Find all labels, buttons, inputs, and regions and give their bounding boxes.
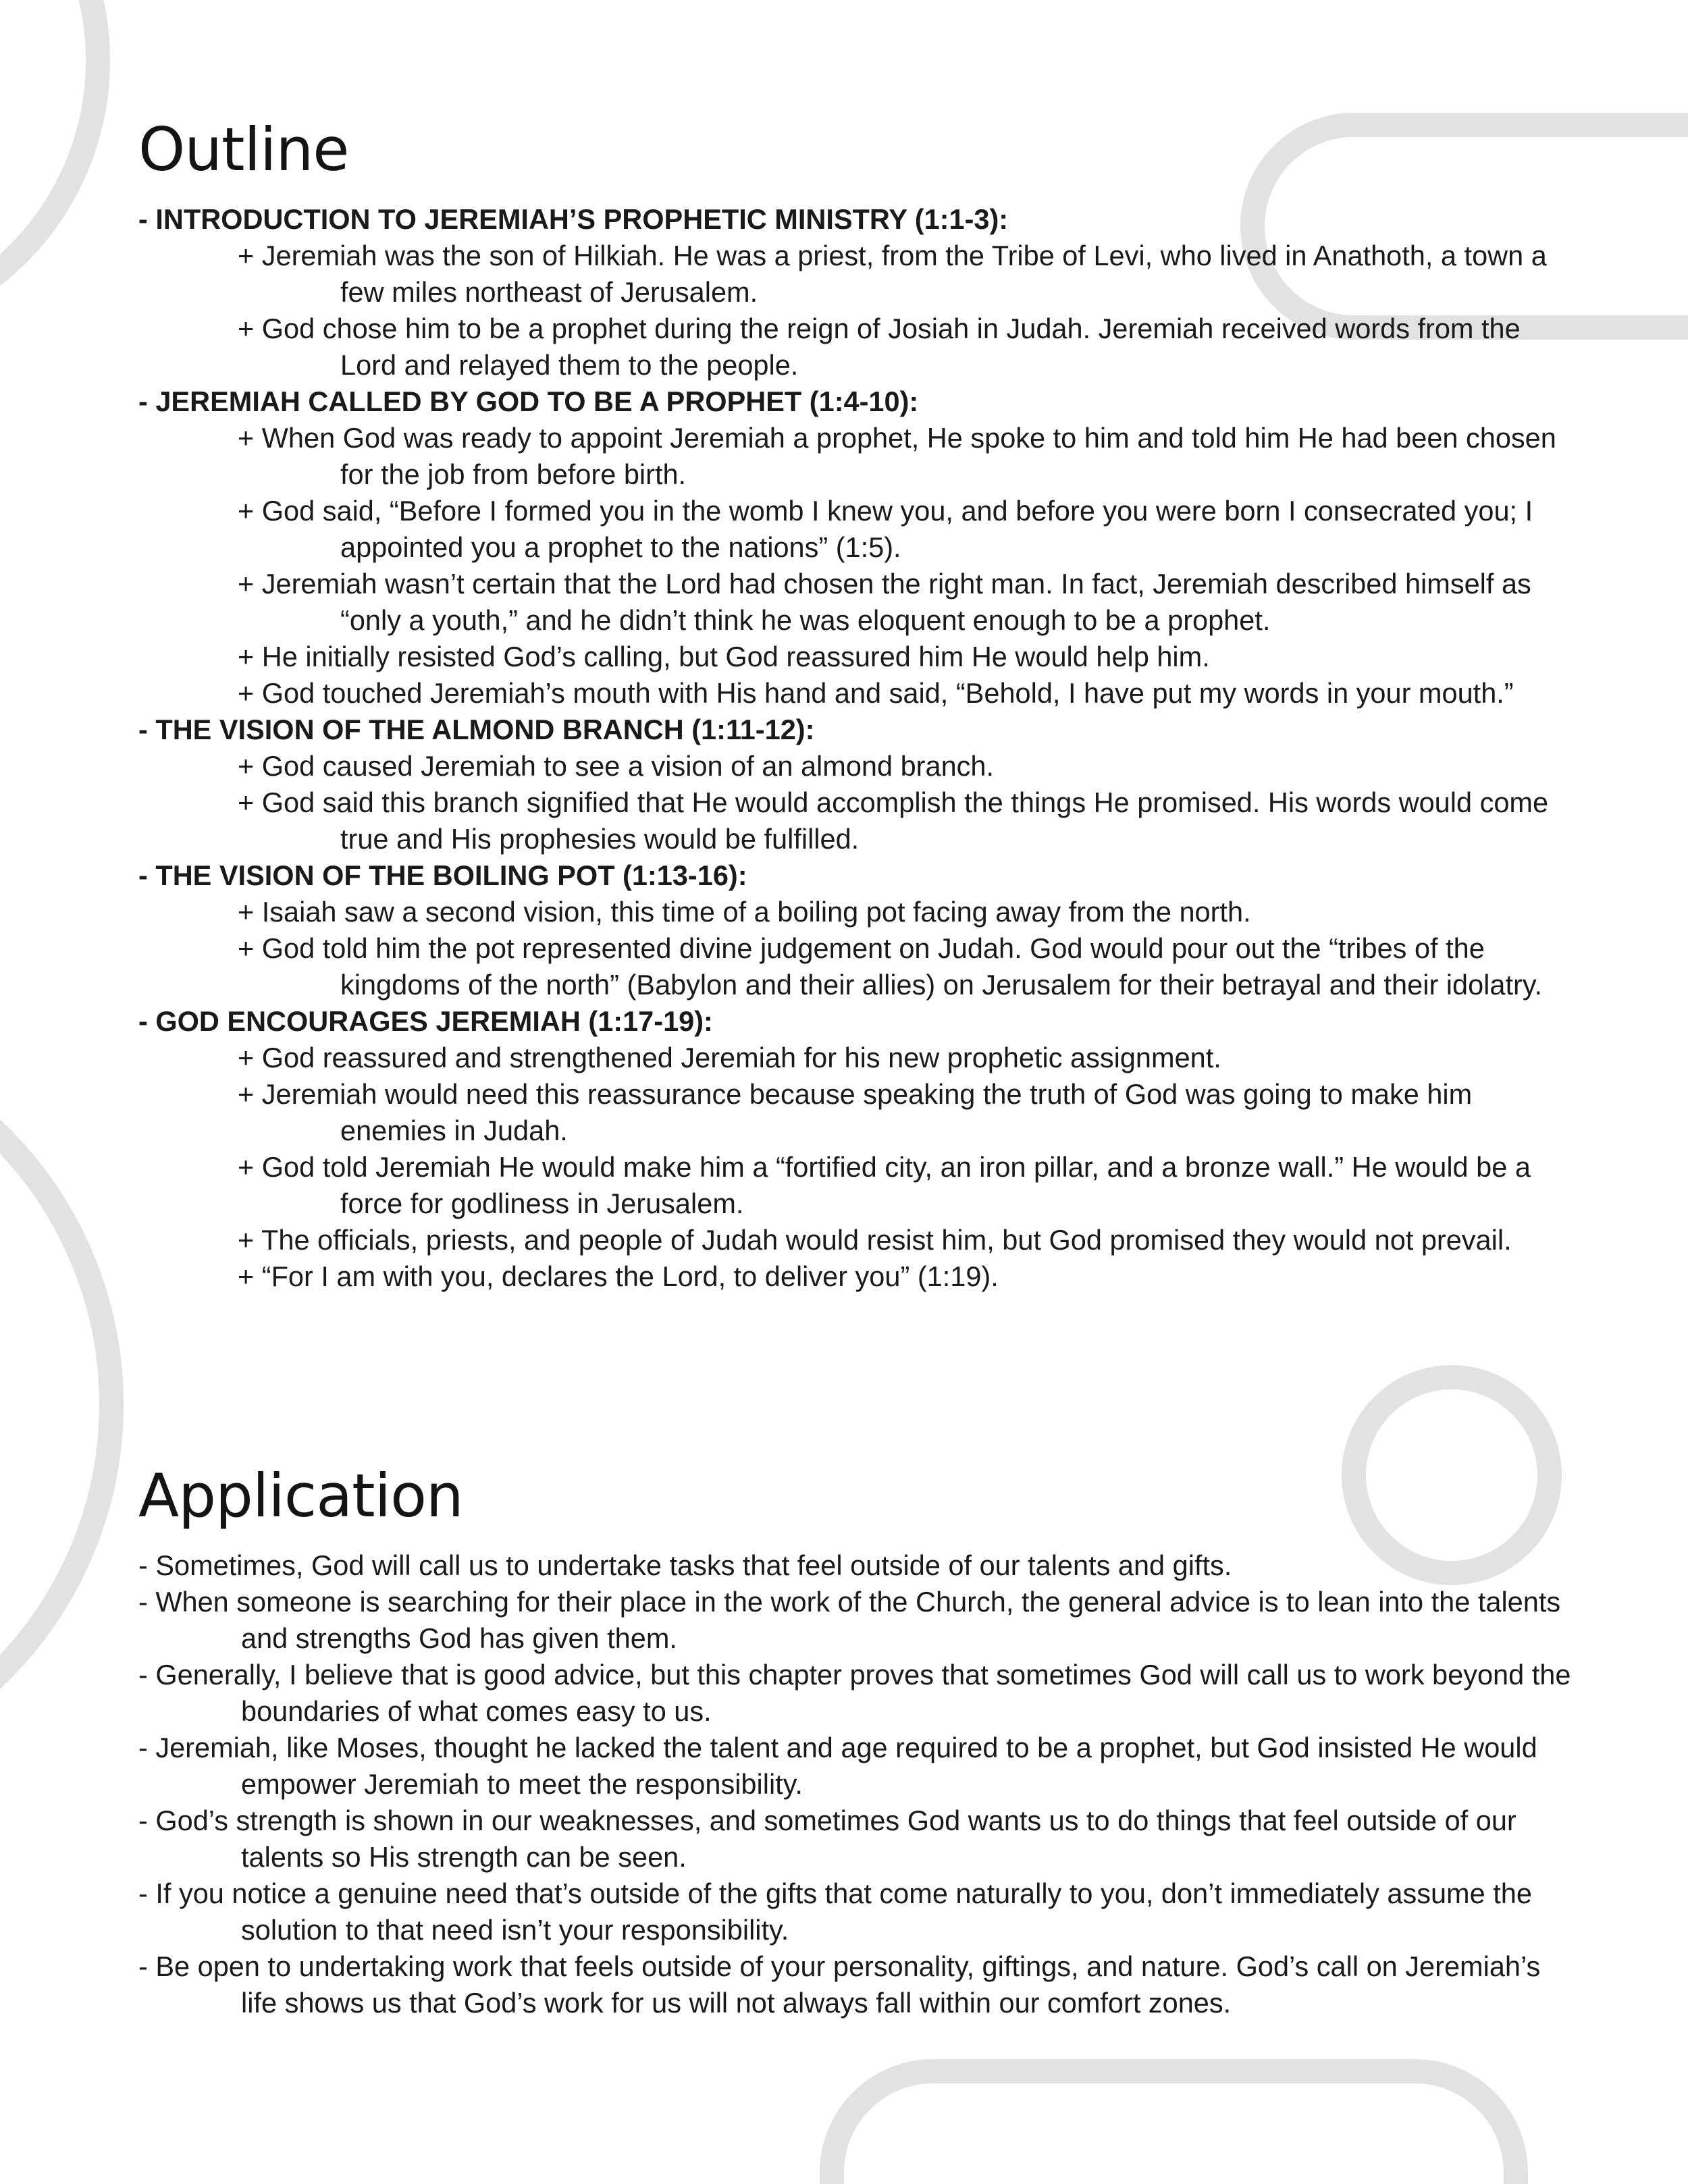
outline-bullet: + God touched Jeremiah’s mouth with His hand and said, “Behold, I have put my words in your mouth.” [238,677,1514,709]
application-item: - Be open to undertaking work that feels outside of your personality, giftings, and nature. God’s call on Jeremiah’s life shows us that God’s work for us will not always fall within our comfort zones. [138,1950,1541,2019]
outline-bullet: + “For I am with you, declares the Lord, to deliver you” (1:19). [238,1260,999,1292]
outline-bullet: + Isaiah saw a second vision, this time of a boiling pot facing away from the north. [238,896,1251,928]
section-heading: - JEREMIAH CALLED BY GOD TO BE A PROPHET (1:4-10): [138,385,919,417]
outline-bullet: + God reassured and strengthened Jeremiah for his new prophetic assignment. [238,1042,1221,1073]
application-item: - Jeremiah, like Moses, thought he lacked the talent and age required to be a prophet, but God insisted He would empower Jeremiah to meet the responsibility. [138,1732,1537,1800]
decorative-ring-middle-left [0,1026,111,1782]
section-heading: - THE VISION OF THE BOILING POT (1:13-16): [138,859,747,891]
outline-bullet: + When God was ready to appoint Jeremiah a prophet, He spoke to him and told him He had been chosen for the job from before birth. [238,422,1556,490]
application-title: Application [138,1461,463,1530]
outline-bullet: + God told Jeremiah He would make him a “fortified city, an iron pillar, and a bronze wall.” He would be a force for godliness in Jerusalem. [238,1151,1531,1219]
outline-bullet: + God said, “Before I formed you in the womb I knew you, and before you were born I consecrated you; I appointed you a prophet to the nations” (1:5). [238,495,1533,563]
outline-bullet: + Jeremiah was the son of Hilkiah. He was a priest, from the Tribe of Levi, who lived in Anathoth, a town a few miles northeast of Jerusalem. [238,240,1547,308]
outline-bullet: + He initially resisted God’s calling, but God reassured him He would help him. [238,641,1210,672]
application-item: - Generally, I believe that is good advice, but this chapter proves that sometimes God will call us to work beyond the boundaries of what comes easy to us. [138,1659,1571,1727]
application-item: - God’s strength is shown in our weaknesses, and sometimes God wants us to do things that feel outside of our talents so His strength can be seen. [138,1805,1516,1873]
outline-bullet: + Jeremiah wasn’t certain that the Lord had chosen the right man. In fact, Jeremiah described himself as “only a youth,” and he didn’t think he was eloquent enough to be a prophet. [238,568,1531,636]
outline-bullet: + The officials, priests, and people of Judah would resist him, but God promised they would not prevail. [238,1224,1512,1256]
outline-bullet: + God chose him to be a prophet during the reign of Josiah in Judah. Jeremiah received words from the Lord and relayed them to the people. [238,313,1521,381]
outline-bullet: + God told him the pot represented divine judgement on Judah. God would pour out the “tribes of the kingdoms of the north” (Babylon and their allies) on Jerusalem for their betrayal and their idolatry. [238,932,1543,1001]
section-heading: - THE VISION OF THE ALMOND BRANCH (1:11-12): [138,714,815,745]
decorative-ring-right [1354,1377,1550,1573]
decorative-ring-top-left [0,0,98,334]
application-item: - When someone is searching for their place in the work of the Church, the general advice is to lean into the talents and strengths God has given them. [138,1586,1561,1654]
outline-bullet: + Jeremiah would need this reassurance because speaking the truth of God was going to make him enemies in Judah. [238,1078,1473,1146]
section-heading: - GOD ENCOURAGES JEREMIAH (1:17-19): [138,1005,713,1037]
application-list [138,1547,1583,2021]
section-heading: - INTRODUCTION TO JEREMIAH’S PROPHETIC MINISTRY (1:1-3): [138,203,1009,235]
application-item: - If you notice a genuine need that’s outside of the gifts that come naturally to you, don’t immediately assume the solution to that need isn’t your responsibility. [138,1877,1532,1946]
outline-title: Outline [138,115,349,184]
outline-bullet: + God caused Jeremiah to see a vision of an almond branch. [238,750,995,782]
outline-bullet: + God said this branch signified that He would accomplish the things He promised. His words would come true and His prophesies would be fulfilled. [238,787,1549,855]
decorative-arch-bottom [832,2071,1516,2184]
outline-list [138,201,1583,1295]
application-item: - Sometimes, God will call us to undertake tasks that feel outside of our talents and gifts. [138,1549,1232,1581]
